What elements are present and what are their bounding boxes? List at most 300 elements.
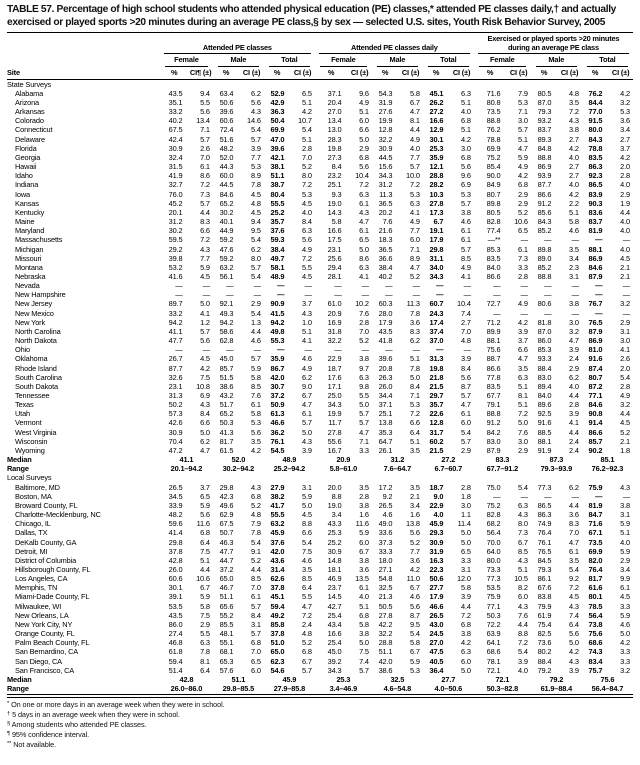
value-cell: 6.0 [359, 116, 369, 126]
site-column-header: Site [7, 33, 160, 80]
value-cell: 4.0 [302, 207, 312, 217]
value-cell: 32.5 [390, 674, 405, 684]
value-cell: — [202, 281, 210, 291]
value-cell: 33.6 [378, 528, 393, 538]
value-cell: 5.8 [251, 372, 261, 382]
site-cell: Hillsborough County, FL [15, 564, 91, 574]
site-cell: New York City, NY [15, 619, 73, 629]
table-row [7, 144, 633, 153]
value-cell: 43.5 [168, 610, 183, 620]
value-cell: 6.5 [518, 226, 528, 236]
value-cell: 7.2 [302, 253, 312, 263]
value-cell: 5.0 [302, 427, 312, 437]
percent-header: % [213, 67, 240, 80]
ci-header: CI (±) [239, 67, 263, 80]
value-cell: 4.7 [359, 217, 369, 227]
value-cell: 6.0 [251, 665, 261, 675]
site-cell: Boston, MA [15, 491, 52, 501]
value-cell: 3.4 [620, 125, 630, 135]
value-cell: 3.8 [359, 500, 369, 510]
value-cell: 9.1 [251, 546, 261, 556]
value-cell: 67.5 [219, 519, 234, 529]
value-cell: — [463, 345, 471, 355]
value-cell: 55.5 [270, 510, 285, 520]
value-cell: 3.5 [569, 244, 579, 254]
site-cell: Chicago, IL [15, 519, 51, 529]
value-cell: 80.5 [486, 207, 501, 217]
footnote-text: 5 days in an average week when they were in school. [12, 710, 180, 720]
value-cell: 5.7 [200, 198, 210, 208]
value-cell: 17.6 [327, 372, 342, 382]
value-cell: 86.3 [588, 162, 603, 172]
value-cell: 50.6 [429, 574, 444, 584]
value-cell: 54.5 [270, 445, 285, 455]
value-cell: 6.1 [620, 583, 630, 593]
value-cell: 46.6 [429, 601, 444, 611]
value-cell: 31.7 [429, 427, 444, 437]
value-cell: 4.4 [620, 409, 630, 419]
value-cell: — [226, 281, 234, 291]
value-cell: 48.1 [219, 629, 234, 639]
value-cell: 85.6 [537, 207, 552, 217]
value-cell: 88.4 [537, 656, 552, 666]
value-cell: 80.8 [486, 98, 501, 107]
ci-header: CI (±) [347, 67, 371, 80]
value-cell: 73.5 [588, 537, 603, 547]
value-cell: 2.9 [359, 143, 369, 153]
value-cell: 20.8 [378, 363, 393, 373]
value-cell: 5.2 [251, 500, 261, 510]
value-cell: 7.0 [359, 326, 369, 336]
value-cell: 77.8 [486, 372, 501, 382]
value-cell: 6.1 [302, 409, 312, 419]
value-cell: 7.7 [410, 152, 420, 162]
value-cell: 6.6 [410, 418, 420, 428]
value-cell: 6.7 [518, 537, 528, 547]
value-cell: 6.5 [460, 546, 471, 556]
value-cell: 27.0 [429, 638, 444, 648]
value-cell: 5.3 [251, 162, 261, 172]
value-cell: 20.4 [327, 98, 342, 107]
value-cell: — [544, 235, 552, 245]
value-cell: 51.6 [219, 134, 234, 144]
value-cell: 76.1 [270, 436, 285, 446]
value-cell: 31.8 [327, 326, 342, 336]
value-cell: 4.1 [620, 345, 630, 355]
value-cell: 7.7 [251, 152, 261, 162]
value-cell: 4.6 [460, 217, 471, 227]
value-cell: 10.3 [429, 189, 444, 199]
value-cell: 4.3 [302, 436, 312, 446]
value-cell: 30.9 [429, 537, 444, 547]
col-total: Total [264, 54, 315, 66]
value-cell: 42.8 [168, 555, 183, 565]
value-cell: 3.0 [518, 436, 528, 446]
value-cell: 55.5 [270, 198, 285, 208]
table-row [7, 125, 633, 134]
value-cell: 2.4 [569, 354, 579, 364]
value-cell: 86.5 [588, 180, 603, 190]
value-cell: 75.2 [486, 500, 501, 510]
median-row [7, 455, 633, 464]
value-cell: 7.8 [251, 180, 261, 190]
value-cell: 32.2 [378, 134, 393, 144]
value-cell: 49.2 [270, 610, 285, 620]
value-cell: 27.8 [327, 427, 342, 437]
value-cell: 4.3 [518, 601, 528, 611]
value-cell: 62.9 [219, 510, 234, 520]
percent-header: % [160, 67, 189, 80]
value-cell: 8.1 [518, 391, 528, 400]
value-cell: 4.1 [410, 207, 420, 217]
value-cell: 79.3–93.9 [540, 464, 573, 474]
value-cell: 2.7 [569, 134, 579, 144]
value-cell: 59.2 [219, 253, 234, 263]
site-cell: San Diego, CA [15, 656, 62, 666]
value-cell: 5.1 [302, 134, 312, 144]
value-cell: 3.5 [359, 482, 369, 492]
value-cell: 3.7 [518, 336, 528, 346]
value-cell: 4.1 [569, 418, 579, 428]
value-cell: 5.7 [251, 354, 261, 364]
value-cell: 3.8 [359, 354, 369, 364]
value-cell: 5.2 [410, 537, 420, 547]
table-row [7, 309, 633, 318]
value-cell: 2.3 [569, 262, 579, 272]
value-cell: 5.0 [200, 299, 210, 309]
value-cell: 65.6 [219, 601, 234, 611]
value-cell: 12.8 [429, 418, 444, 428]
table-row [7, 281, 633, 290]
value-cell: — [520, 290, 528, 300]
value-cell: 3.3 [518, 262, 528, 272]
value-cell: 9.5 [251, 226, 261, 236]
value-cell: 3.9 [460, 592, 471, 602]
value-cell: 3.9 [518, 656, 528, 666]
value-cell: 4.5 [200, 354, 210, 364]
value-cell: 37.6 [270, 537, 285, 547]
value-cell: 90.0 [486, 171, 501, 181]
value-cell: 72.7 [486, 299, 501, 309]
value-cell: 83.5 [588, 152, 603, 162]
value-cell: 80.1 [588, 592, 603, 602]
value-cell: 61.9–88.4 [540, 684, 573, 693]
value-cell: 44.5 [219, 180, 234, 190]
site-cell: Georgia [15, 152, 41, 162]
value-cell: 38.7 [270, 180, 285, 190]
value-cell: 3.3 [620, 601, 630, 611]
value-cell: 45.9 [282, 674, 297, 684]
value-cell: — [385, 290, 393, 300]
value-cell: 4.0 [518, 665, 528, 675]
value-cell: 7.6 [251, 391, 261, 400]
value-cell: — [493, 491, 501, 501]
table-row [7, 235, 633, 244]
value-cell: 5.4 [251, 271, 261, 281]
site-cell: Montana [15, 262, 43, 272]
value-cell: — [253, 281, 261, 291]
value-cell: 1.6 [410, 510, 420, 520]
value-cell: 84.0 [486, 262, 501, 272]
value-cell: 51.1 [231, 674, 246, 684]
value-cell: 17.2 [378, 482, 393, 492]
value-cell: 14.8 [327, 555, 342, 565]
value-cell: 3.3 [620, 647, 630, 657]
value-cell: 4.5 [251, 207, 261, 217]
value-cell: 6.2 [200, 436, 210, 446]
value-cell: 26.5 [429, 610, 444, 620]
value-cell: 4.7 [518, 143, 528, 153]
table-row [7, 629, 633, 638]
value-cell: 77.3 [537, 482, 552, 492]
value-cell: — [463, 290, 471, 300]
value-cell: 7.1 [410, 244, 420, 254]
value-cell: 61.5 [219, 445, 234, 455]
value-cell: 2.1 [410, 491, 420, 501]
value-cell: 4.7 [518, 354, 528, 364]
value-cell: 78.8 [486, 134, 501, 144]
value-cell: 3.9 [460, 354, 471, 364]
table-row [7, 116, 633, 125]
site-cell: Utah [15, 409, 31, 419]
value-cell: 76.2–92.3 [591, 464, 624, 474]
value-cell: 54.8 [378, 574, 393, 584]
value-cell: 3.4 [410, 500, 420, 510]
value-cell: 7.1 [359, 436, 369, 446]
value-cell: 81.0 [588, 345, 603, 355]
value-cell: 13.0 [327, 125, 342, 135]
value-cell: — [622, 491, 630, 501]
value-cell: 31.3 [168, 391, 183, 400]
value-cell: 25.2–94.2 [273, 464, 306, 474]
value-cell: 5.1 [200, 555, 210, 565]
table-row [7, 428, 633, 437]
value-cell: 15.6 [378, 162, 393, 172]
value-cell: 12.1 [429, 162, 444, 172]
value-cell: 88.8 [537, 152, 552, 162]
value-cell: 8.9 [251, 171, 261, 181]
value-cell: 4.6 [382, 510, 393, 520]
value-cell: 84.6 [219, 189, 234, 199]
value-cell: 3.5 [410, 445, 420, 455]
value-cell: 7.1 [518, 107, 528, 117]
value-cell: 5.8 [410, 88, 420, 98]
value-cell: — [253, 290, 261, 300]
value-cell: — [622, 281, 630, 291]
site-cell: Nevada [15, 281, 40, 291]
value-cell: 4.6–54.8 [383, 684, 412, 693]
site-cell: Nebraska [15, 271, 46, 281]
value-cell: 41.1 [179, 455, 194, 465]
site-cell: Rhode Island [15, 363, 57, 373]
value-cell: 6.8 [518, 180, 528, 190]
value-cell: 5.5 [302, 262, 312, 272]
group-attended: Attended PE classes [160, 33, 315, 55]
value-cell: 5.7 [359, 409, 369, 419]
value-cell: 75.9 [588, 482, 603, 492]
value-cell: 16.6 [327, 629, 342, 639]
value-cell: 2.9 [620, 555, 630, 565]
value-cell: 14.5 [327, 592, 342, 602]
value-cell: 5.1 [302, 326, 312, 336]
value-cell: 4.5 [569, 592, 579, 602]
value-cell: 9.7 [359, 363, 369, 373]
value-cell: 4.3 [518, 510, 528, 520]
value-cell: 49.0 [378, 519, 393, 529]
value-cell: 74.9 [537, 519, 552, 529]
value-cell: 8.0 [251, 253, 261, 263]
group-header-row [7, 33, 633, 55]
value-cell: 42.1 [270, 152, 285, 162]
value-cell: 37.0 [429, 336, 444, 346]
value-cell: 26.1 [378, 445, 393, 455]
value-cell: 2.1 [620, 271, 630, 281]
col-female: Female [474, 54, 531, 66]
value-cell: 2.7 [569, 162, 579, 172]
value-cell: 5.8 [460, 583, 471, 593]
col-female: Female [315, 54, 372, 66]
value-cell: 9.5 [410, 619, 420, 629]
value-cell: 62.3 [270, 656, 285, 666]
value-cell: 43.3 [327, 519, 342, 529]
value-cell: 3.8 [620, 500, 630, 510]
value-cell: 51.7 [219, 400, 234, 410]
value-cell: 20.1–94.2 [170, 464, 203, 474]
value-cell: 5.4 [251, 537, 261, 547]
value-cell: 79.9 [537, 601, 552, 611]
value-cell: 46.8 [168, 638, 183, 648]
value-cell: 5.1 [410, 354, 420, 364]
value-cell: 6.1 [359, 226, 369, 236]
value-cell: 3.0 [460, 500, 471, 510]
value-cell: 22.9 [327, 354, 342, 364]
value-cell: 2.1 [620, 262, 630, 272]
value-cell: 92.1 [219, 299, 234, 309]
value-cell: 94.2 [168, 317, 183, 327]
value-cell: 86.9 [588, 336, 603, 346]
value-cell: 26.0 [168, 564, 183, 574]
value-cell: 84.2 [486, 427, 501, 437]
value-cell: — [595, 308, 603, 318]
table-row [7, 171, 633, 180]
value-cell: — [385, 281, 393, 291]
value-cell: 11.3 [406, 299, 420, 309]
value-cell: 3.4 [620, 564, 630, 574]
value-cell: — [361, 281, 369, 291]
value-cell: 4.4 [569, 427, 579, 437]
value-cell: 91.6 [588, 354, 603, 364]
value-cell: 6.8 [460, 116, 471, 126]
value-cell: 62.6 [270, 574, 285, 584]
value-cell: 5.4 [302, 125, 312, 135]
value-cell: 27.9 [270, 482, 285, 492]
table-row [7, 89, 633, 98]
value-cell: 8.5 [251, 381, 261, 391]
value-cell: 30.9 [327, 546, 342, 556]
value-cell: 12.9 [429, 125, 444, 135]
row-label: Range [7, 684, 29, 693]
value-cell: 22.9 [429, 500, 444, 510]
value-cell: 1.6 [359, 510, 369, 520]
value-cell: 6.1 [569, 546, 579, 556]
value-cell: 49.6 [219, 500, 234, 510]
value-cell: 88.8 [486, 116, 501, 126]
value-cell: 36.3 [270, 107, 285, 117]
percent-header: % [264, 67, 291, 80]
value-cell: 4.3 [569, 656, 579, 666]
value-cell: 47.7 [168, 336, 183, 346]
value-cell: 83.0 [537, 372, 552, 382]
value-cell: 4.4 [200, 564, 210, 574]
value-cell: — [277, 281, 285, 291]
value-cell: 21.3 [378, 592, 393, 602]
value-cell: 8.6 [200, 171, 210, 181]
value-cell: — [493, 281, 501, 291]
value-cell: 5.2 [302, 638, 312, 648]
value-cell: 7.4 [569, 610, 579, 620]
value-cell: 17.9 [378, 317, 393, 327]
value-cell: 4.0 [620, 226, 630, 236]
value-cell: 92.5 [537, 409, 552, 419]
value-cell: 89.8 [486, 198, 501, 208]
value-cell: — [436, 345, 444, 355]
value-cell: 28.2 [429, 180, 444, 190]
value-cell: 9.2 [569, 574, 579, 584]
value-cell: 65.2 [219, 409, 234, 419]
value-cell: 3.6 [410, 317, 420, 327]
table-row [7, 556, 633, 565]
value-cell: 25.6 [327, 253, 342, 263]
value-cell: 59.5 [168, 235, 183, 245]
value-cell: 28.8 [378, 638, 393, 648]
value-cell: 75.6 [600, 674, 615, 684]
table-row [7, 190, 633, 199]
value-cell: 5.6 [359, 162, 369, 172]
value-cell: 6.0 [410, 235, 420, 245]
value-cell: 7.2 [200, 235, 210, 245]
table-row [7, 245, 633, 254]
value-cell: 4.0 [569, 381, 579, 391]
value-cell: 73.5 [486, 107, 501, 117]
value-cell: 89.3 [537, 134, 552, 144]
value-cell: 3.9 [251, 143, 261, 153]
value-cell: 77.1 [486, 601, 501, 611]
value-cell: 6.3 [518, 372, 528, 382]
value-cell: 87.9 [588, 271, 603, 281]
value-cell: 2.9 [569, 363, 579, 373]
value-cell: 5.9 [200, 592, 210, 602]
value-cell: 8.5 [518, 546, 528, 556]
value-cell: — [493, 290, 501, 300]
value-cell: 6.8 [251, 638, 261, 648]
value-cell: 21.8 [429, 372, 444, 382]
value-cell: 27.1 [378, 564, 393, 574]
value-cell: 7.7 [410, 546, 420, 556]
value-cell: 80.0 [588, 125, 603, 135]
value-cell: 85.8 [270, 619, 285, 629]
value-cell: 1.1 [460, 510, 471, 520]
value-cell: 36.4 [429, 665, 444, 675]
value-cell: 5.6 [460, 372, 471, 382]
value-cell: 6.4 [302, 583, 312, 593]
value-cell: 26.0–86.0 [170, 684, 203, 693]
value-cell: 76.1 [537, 537, 552, 547]
table-row [7, 217, 633, 226]
value-cell: 4.9 [302, 363, 312, 373]
group-attended-daily: Attended PE classes daily [315, 33, 474, 55]
value-cell: 8.2 [518, 583, 528, 593]
value-cell: 3.2 [620, 400, 630, 410]
